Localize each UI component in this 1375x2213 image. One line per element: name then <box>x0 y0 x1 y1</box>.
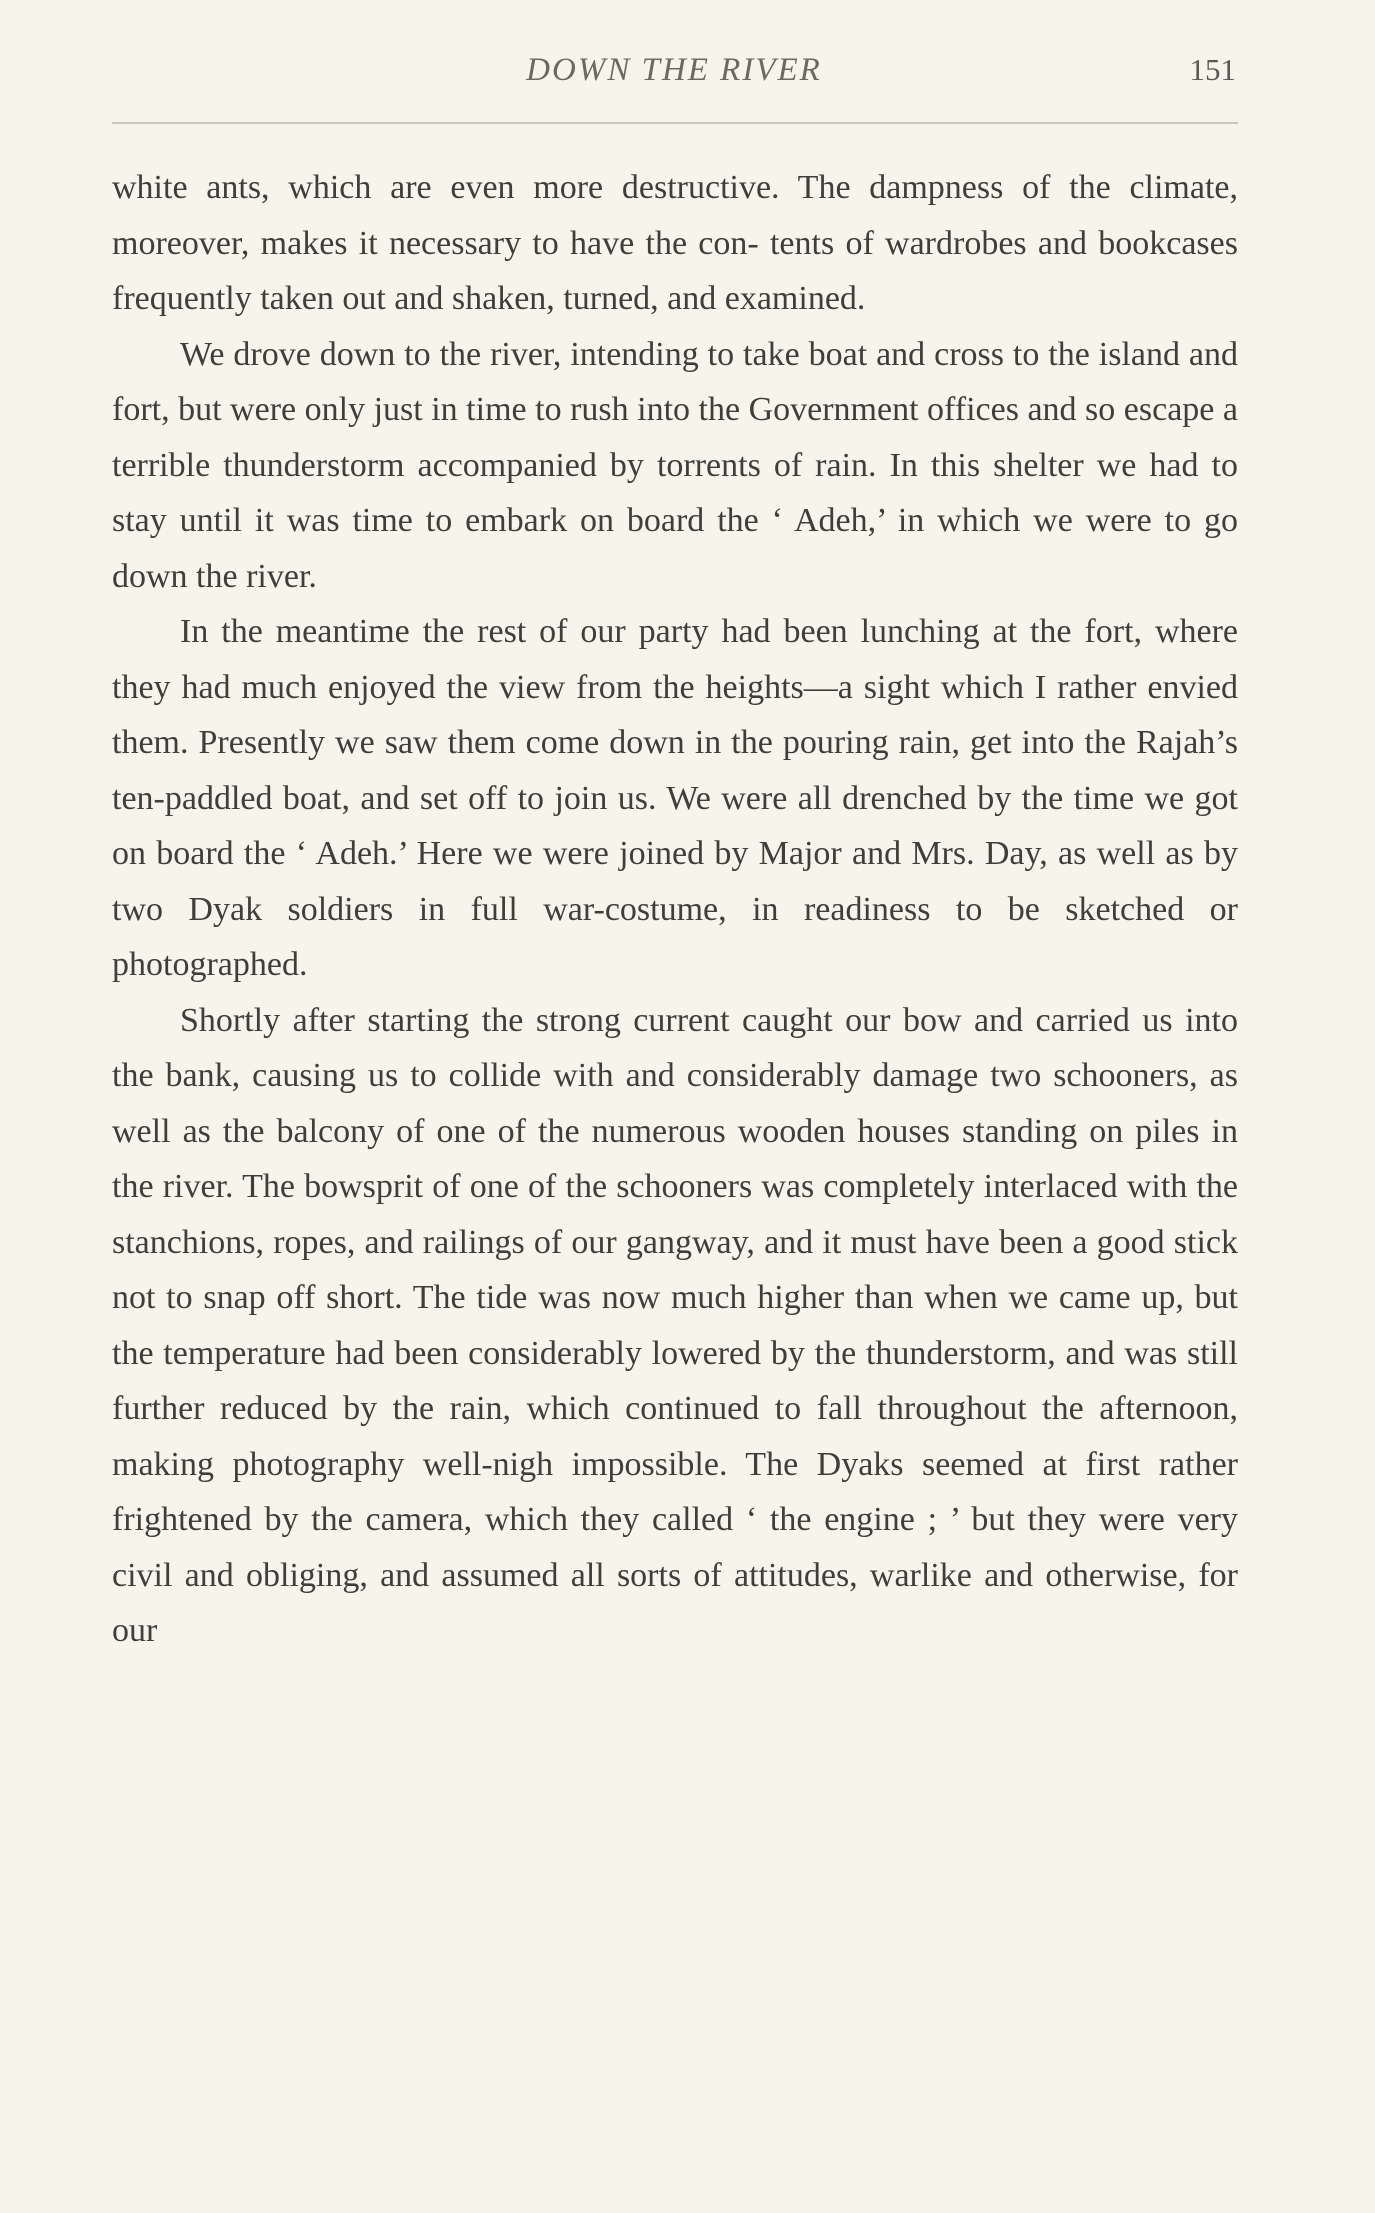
page-number: 151 <box>1189 52 1236 87</box>
paragraph-1: white ants, which are even more destructive. The dampness of the climate, moreover, makes it necessary to have the con- tents of wardrobes and bookcases frequently taken out and shaken, turned, and examined. <box>112 169 1238 317</box>
running-title: DOWN THE RIVER <box>526 52 822 88</box>
header-rule <box>112 122 1238 124</box>
paragraph-4: Shortly after starting the strong current caught our bow and carried us into the bank, causing us to collide with and considerably damage two schooners, as well as the balcony of one of the numerous wooden houses standing on piles in the river. The bowsprit of one of the schooners was completely interlaced with the stanchions, ropes, and railings of our gangway, and it must have been a good stick not to snap off short. The tide was now much higher than when we came up, but the temperature had been considerably lowered by the thunderstorm, and was still further reduced by the rain, which continued to fall throughout the afternoon, making photography well-nigh impossible. The Dyaks seemed at first rather frightened by the camera, which they called ‘ the engine ; ’ but they were very civil and obliging, and assumed all sorts of attitudes, warlike and otherwise, for our <box>112 1001 1238 1649</box>
paragraph-2: We drove down to the river, intending to take boat and cross to the island and fort, but were only just in time to rush into the Government offices and so escape a terrible thunderstorm accompanied by torrents of rain. In this shelter we had to stay until it was time to embark on board the ‘ Adeh,’ in which we were to go down the river. <box>112 335 1238 595</box>
running-head <box>112 52 1236 98</box>
body-text <box>112 160 1238 1659</box>
paragraph-3: In the meantime the rest of our party had been lunching at the fort, where they had much enjoyed the view from the heights—a sight which I rather envied them. Presently we saw them come down in the pouring rain, get into the Rajah’s ten-paddled boat, and set off to join us. We were all drenched by the time we got on board the ‘ Adeh.’ Here we were joined by Major and Mrs. Day, as well as by two Dyak soldiers in full war-costume, in readiness to be sketched or photographed. <box>112 613 1238 983</box>
